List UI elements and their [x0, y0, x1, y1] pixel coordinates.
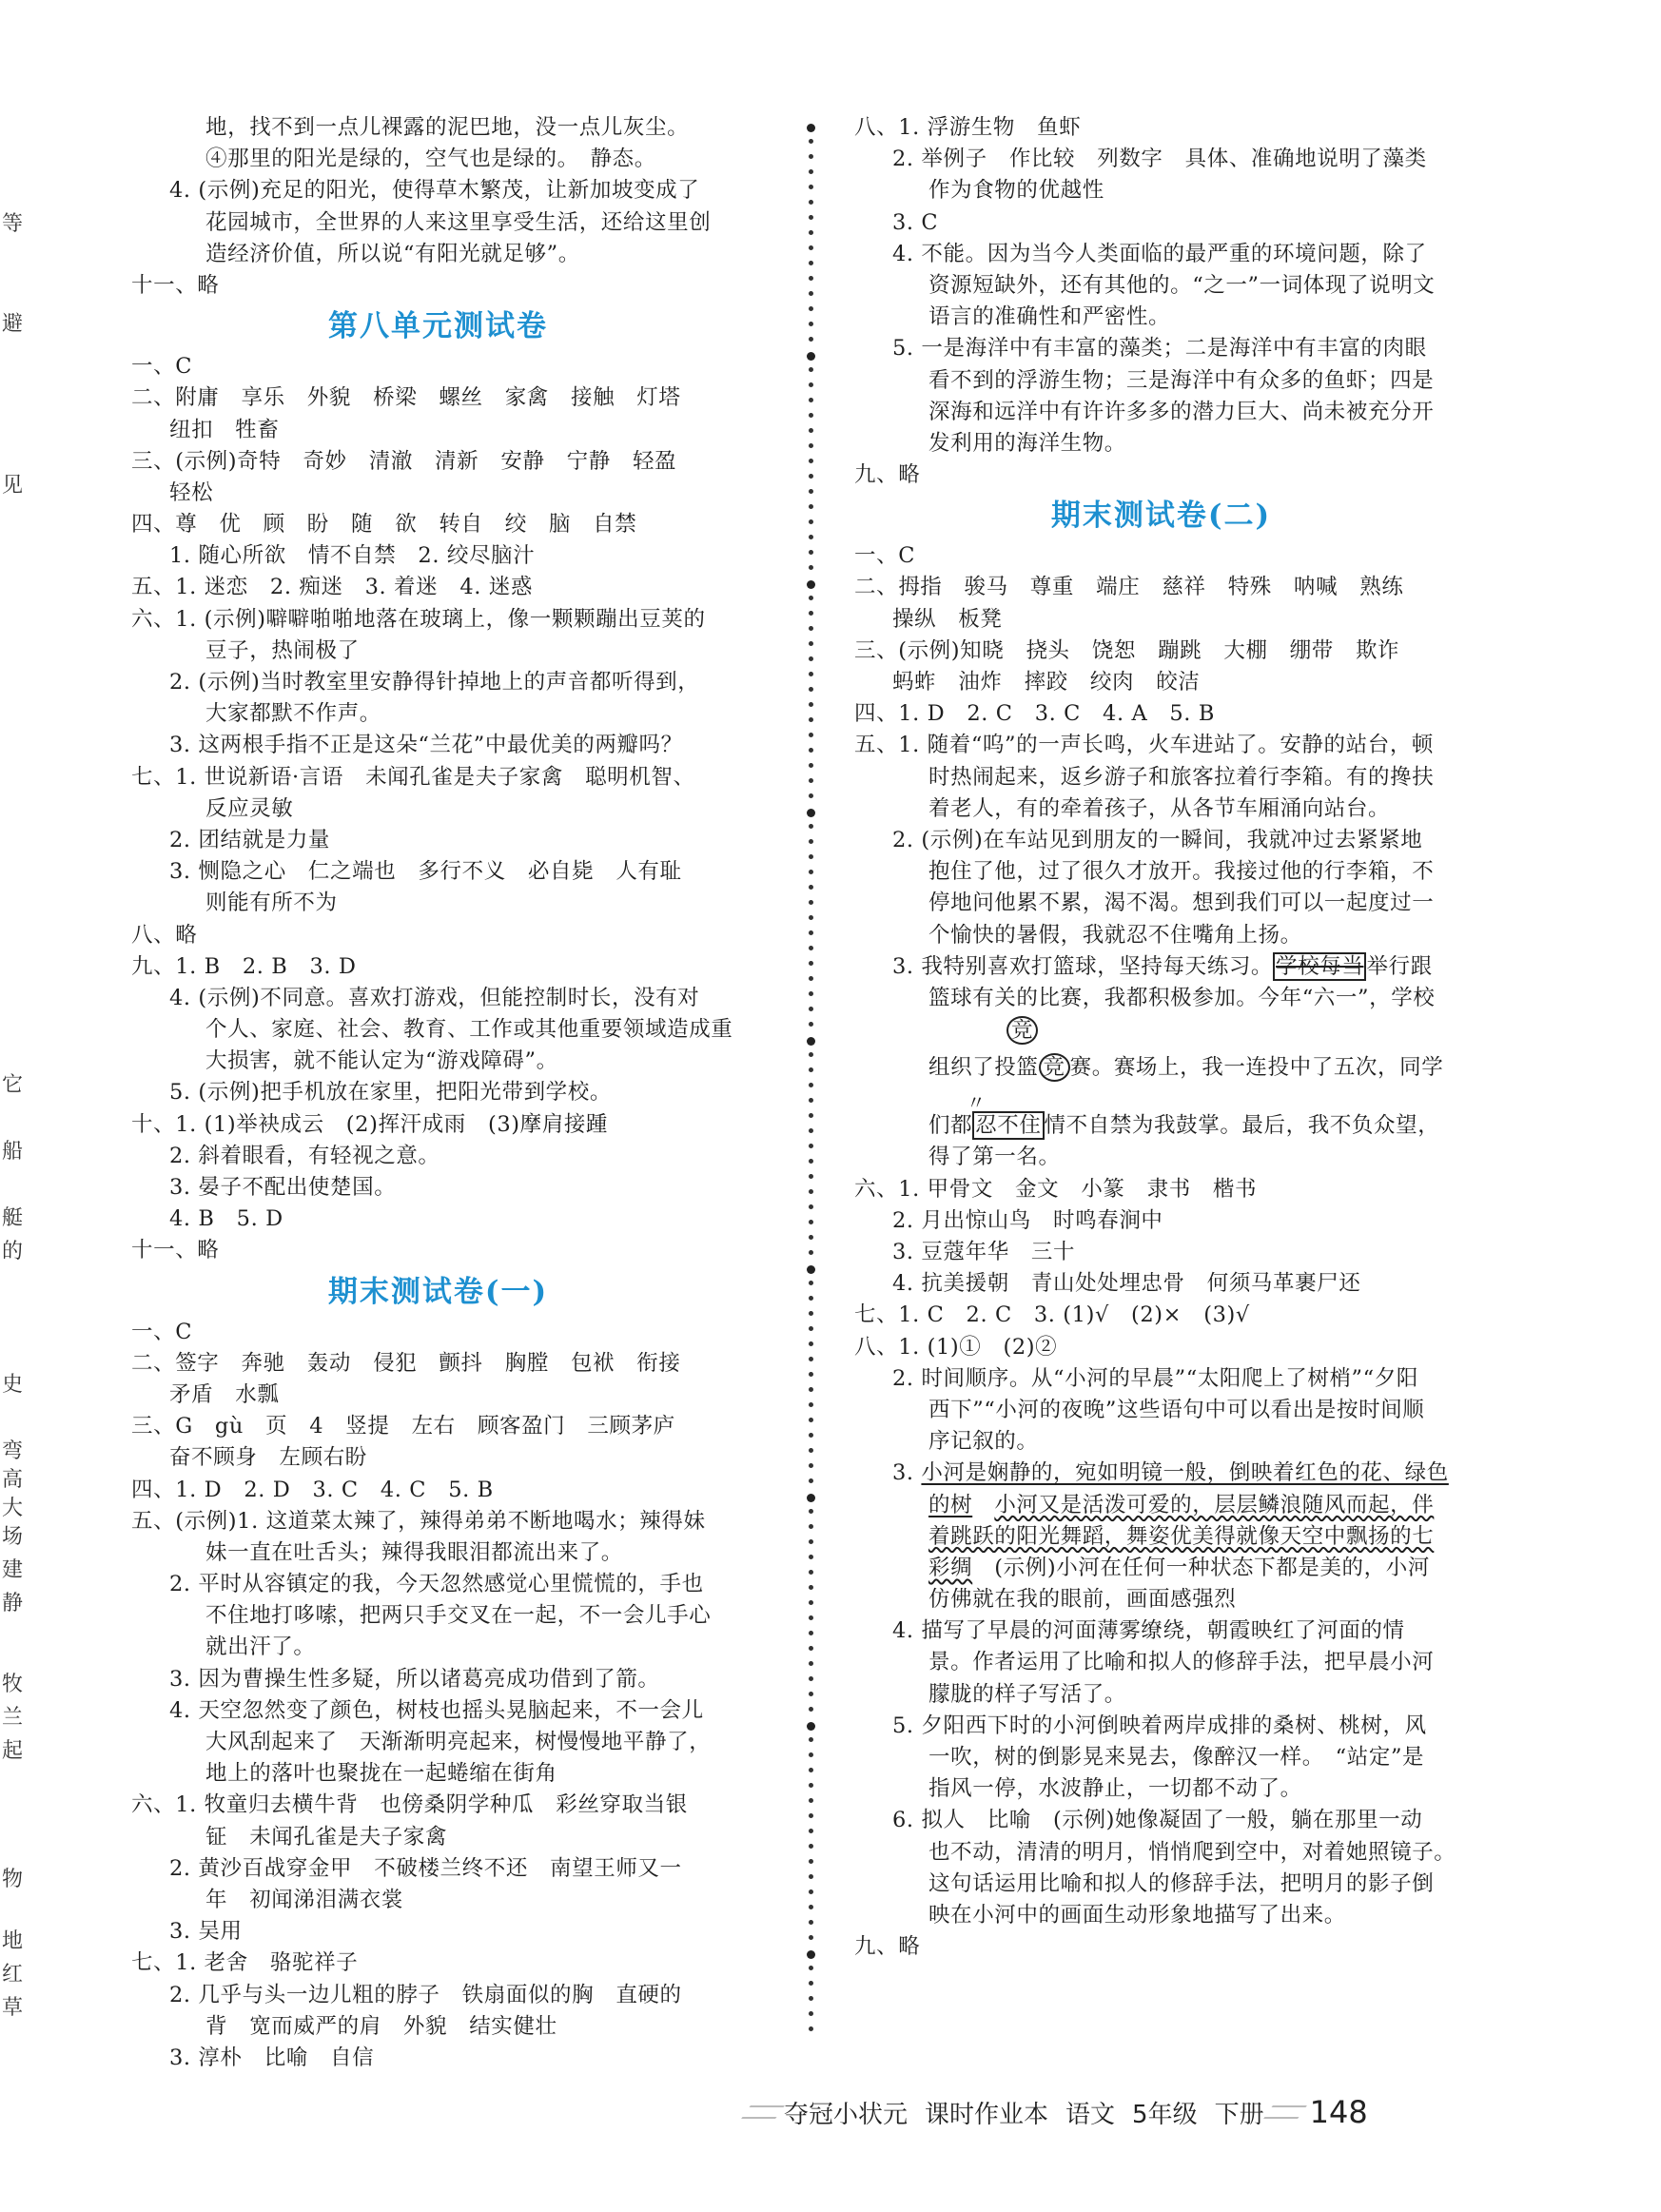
divider-dot [809, 1235, 813, 1240]
answer-line: 二、附庸 享乐 外貌 桥梁 螺丝 家禽 接触 灯塔 [131, 385, 681, 411]
divider-dot [807, 124, 815, 132]
answer-text: (示例)小河在任何一种状态下都是美的，小河 [972, 1555, 1430, 1580]
answer-line: 作为食物的优越性 [928, 178, 1104, 204]
divider-dot [809, 778, 813, 783]
answer-line: 4. 天空忽然变了颜色，树枝也摇头晃脑起来，不一会儿 [169, 1697, 704, 1723]
margin-fragment: 等 [2, 212, 24, 236]
divider-dot [809, 1889, 813, 1894]
divider-dot [809, 154, 813, 159]
divider-dot [809, 1600, 813, 1605]
divider-dot [809, 1707, 813, 1712]
answer-line-edited: 组织了投篮 竞 赛。赛场上，我一连投中了五次，同学 [928, 1055, 1444, 1081]
answer-line: 五、1. 随着“呜”的一声长鸣，火车进站了。安静的站台，顿 [854, 733, 1435, 758]
divider-dot [809, 1905, 813, 1909]
divider-dot [809, 839, 813, 844]
divider-dot [809, 2026, 813, 2031]
divider-dot [809, 322, 813, 326]
divider-dot [809, 306, 813, 311]
divider-dot [809, 1067, 813, 1072]
answer-line: 九、略 [854, 462, 921, 488]
wavy-underlined-text: 着跳跃的阳光舞蹈，舞姿优美得就像天空中飘扬的七 [928, 1523, 1435, 1549]
spacer-line [854, 1084, 1468, 1115]
gap [972, 1493, 994, 1517]
answer-line: 也不动，清清的明月，悄悄爬到空中，对着她照镜子。 [928, 1839, 1456, 1865]
caret-mark: 〃 [967, 1091, 986, 1115]
divider-dot [809, 1113, 813, 1118]
answer-line: 背 宽而威严的肩 外貌 结实健壮 [205, 2013, 557, 2039]
answer-line: 十一、略 [131, 1238, 220, 1263]
answer-line: 4. 描写了早晨的河面薄雾缭绕，朝霞映红了河面的情 [892, 1618, 1405, 1644]
divider-dot [809, 1646, 813, 1651]
answer-line: 5. 一是海洋中有丰富的藻类；二是海洋中有丰富的肉眼 [892, 336, 1427, 362]
answer-line: 3. 这两根手指不正是这朵“兰花”中最优美的两瓣吗？ [169, 733, 683, 758]
divider-dot [809, 1159, 813, 1164]
answer-line: 八、1. (1)① (2)② [854, 1334, 1058, 1360]
answer-line-underlined [854, 1458, 1468, 1489]
left-answer-column [131, 112, 745, 2074]
divider-dot [809, 1448, 813, 1453]
divider-dot [809, 565, 813, 570]
divider-dot [809, 1281, 813, 1285]
insertion-mark-line [854, 1014, 1468, 1052]
divider-dot [809, 1128, 813, 1133]
divider-dot [809, 215, 813, 220]
answer-line: 4. (示例)充足的阳光，使得草木繁茂，让新加坡变成了 [169, 178, 700, 204]
divider-dot [809, 1463, 813, 1468]
answer-line: 六、1. 牧童归去横牛背 也傍桑阴学种瓜 彩丝穿取当银 [131, 1792, 688, 1818]
divider-dot [809, 1372, 813, 1377]
divider-dot [809, 413, 813, 418]
divider-dot [809, 1585, 813, 1590]
answer-line: 就出汗了。 [205, 1635, 316, 1660]
answer-line: 造经济价值，所以说“有阳光就足够”。 [205, 241, 580, 266]
divider-dot [809, 1433, 813, 1438]
circled-char: 竞 [1039, 1053, 1070, 1082]
divider-dot [809, 535, 813, 539]
margin-fragment: 史 [2, 1373, 24, 1397]
answer-line: 四、1. D 2. D 3. C 4. C 5. B [131, 1477, 494, 1502]
answer-line: 2. 平时从容镇定的我，今天忽然感觉心里慌慌的，手也 [169, 1572, 704, 1597]
answer-line: 2. 时间顺序。从“小河的早晨”“太阳爬上了树梢”“夕阳 [892, 1365, 1418, 1391]
margin-fragment: 起 [2, 1739, 24, 1763]
section-title: 期末测试卷(一) [327, 1274, 549, 1309]
divider-dot [809, 474, 813, 479]
item-number: 3. [892, 1460, 922, 1486]
divider-dot [809, 1859, 813, 1864]
answer-line: 七、1. 世说新语·言语 未闻孔雀是夫子家禽 聪明机智、 [131, 764, 695, 790]
footer-grade: 5年级 [1132, 2100, 1198, 2129]
answer-line: 2. 团结就是力量 [169, 827, 331, 852]
answer-line: 3. 因为曹操生性多疑，所以诸葛亮成功借到了箭。 [169, 1666, 660, 1692]
answer-line: 一、C [854, 543, 916, 569]
divider-dot [807, 352, 815, 361]
right-answer-column [854, 112, 1468, 1963]
divider-dot [809, 428, 813, 433]
divider-dot [807, 580, 815, 589]
answer-line-edited: 3. 我特别喜欢打篮球，坚持每天练习。 学校每当 举行跟 [892, 953, 1433, 979]
divider-dot [809, 915, 813, 920]
margin-fragment: 它 [2, 1073, 24, 1097]
answer-line: 二、拇指 骏马 尊重 端庄 慈祥 特殊 呐喊 熟练 [854, 575, 1404, 600]
divider-dot [809, 1798, 813, 1803]
column-divider [807, 124, 814, 2036]
answer-line: 操纵 板凳 [892, 606, 1003, 632]
divider-dot [809, 367, 813, 372]
divider-dot [807, 1722, 815, 1731]
divider-dot [809, 763, 813, 768]
answer-line-underlined [854, 1521, 1468, 1553]
answer-line: 豆子，热闹极了 [205, 637, 360, 663]
divider-dot [807, 809, 815, 817]
answer-line: 钲 未闻孔雀是夫子家禽 [205, 1824, 448, 1850]
answer-line: 地上的落叶也聚拢在一起蜷缩在街角 [205, 1761, 557, 1787]
divider-dot [809, 793, 813, 798]
left-margin-fragments [0, 0, 38, 2212]
divider-dot [809, 885, 813, 890]
answer-line: 指风一停，水波静止，一切都不动了。 [928, 1776, 1302, 1802]
answer-line: 2. 斜着眼看，有轻视之意。 [169, 1143, 440, 1168]
divider-dot [809, 1768, 813, 1772]
divider-dot [809, 489, 813, 494]
divider-dot [809, 1357, 813, 1361]
divider-dot [809, 1296, 813, 1301]
footer-brand: 夺冠小状元 [784, 2100, 909, 2129]
divider-dot [809, 870, 813, 874]
divider-dot [809, 1661, 813, 1666]
divider-dot [809, 443, 813, 448]
answer-line-edited: 们都 忍不住 情不自禁为我鼓掌。最后，我不负众望， [928, 1113, 1440, 1139]
divider-dot [809, 1829, 813, 1833]
divider-dot [809, 1539, 813, 1544]
answer-line: 篮球有关的比赛，我都积极参加。今年“六一”，学校 [928, 985, 1436, 1010]
margin-fragment: 高 [2, 1468, 24, 1492]
divider-dot [807, 1265, 815, 1274]
divider-dot [809, 1615, 813, 1620]
answer-line: 反应灵敏 [205, 795, 294, 821]
answer-line: 妹一直在吐舌头；辣得我眼泪都流出来了。 [205, 1539, 623, 1565]
answer-line: 一吹，树的倒影晃来晃去，像醉汉一样。 “站定”是 [928, 1745, 1425, 1770]
divider-dot [809, 382, 813, 387]
divider-dot [809, 169, 813, 174]
answer-line: 朦胧的样子写活了。 [928, 1681, 1126, 1707]
answer-line: 2. 月出惊山鸟 时鸣春涧中 [892, 1207, 1163, 1233]
section-title: 期末测试卷(二) [1050, 499, 1272, 534]
answer-line: 三、G gù 页 4 竖提 左右 顾客盈门 三顾茅庐 [131, 1414, 675, 1439]
answer-line: 轻松 [169, 480, 214, 505]
answer-line: 三、(示例)知晓 挠头 饶恕 蹦跳 大棚 绷带 欺诈 [854, 637, 1400, 663]
answer-line: 3. 晏子不配出使楚国。 [169, 1175, 397, 1200]
divider-dot [809, 1387, 813, 1392]
answer-line: 一、C [131, 1319, 193, 1344]
boxed-text: 忍不住 [972, 1111, 1044, 1140]
answer-line: 花园城市，全世界的人来这里享受生活，还给这里创 [205, 209, 712, 235]
margin-fragment: 牧 [2, 1673, 24, 1696]
underlined-text: 小河是娴静的，宛如明镜一般，倒映着红色的花、绿色 [921, 1460, 1449, 1486]
answer-line: 4. (示例)不同意。喜欢打游戏，但能控制时长，没有对 [169, 985, 700, 1010]
answer-line: 四、尊 优 顾 盼 随 欲 转自 绞 脑 自禁 [131, 512, 637, 538]
answer-line: 景。作者运用了比喻和拟人的修辞手法，把早晨小河 [928, 1650, 1435, 1675]
answer-line: 九、略 [854, 1934, 921, 1960]
divider-dot [809, 1174, 813, 1179]
divider-dot [809, 2011, 813, 2016]
answer-line: 5. (示例)把手机放在家里，把阳光带到学校。 [169, 1080, 612, 1106]
footer-arrow-left [741, 2105, 785, 2119]
divider-dot [809, 656, 813, 661]
divider-dot [809, 976, 813, 981]
margin-fragment: 兰 [2, 1706, 24, 1730]
answer-line: 3. 豆蔻年华 三十 [892, 1240, 1076, 1264]
divider-dot [809, 1874, 813, 1879]
answer-line: 3. 恻隐之心 仁之端也 多行不义 必自毙 人有耻 [169, 859, 682, 885]
divider-dot [809, 946, 813, 950]
divider-dot [809, 930, 813, 935]
answer-line: 得了第一名。 [928, 1145, 1061, 1170]
answer-line: 2. 几乎与头一边儿粗的脖子 铁扇面似的胸 直硬的 [169, 1982, 682, 2007]
margin-fragment: 弯 [2, 1439, 24, 1463]
footer-arrow-right [1263, 2105, 1307, 2119]
answer-line: 纽扣 牲畜 [169, 417, 280, 442]
answer-line: 大损害，就不能认定为“游戏障碍”。 [205, 1048, 558, 1074]
margin-fragment: 草 [2, 1996, 24, 2020]
margin-fragment: 见 [2, 474, 24, 498]
answer-line: 蚂蚱 油炸 摔跤 绞肉 皎洁 [892, 670, 1201, 695]
answer-line-underlined [854, 1490, 1468, 1521]
divider-dot [809, 1341, 813, 1346]
answer-line: 个人、家庭、社会、教育、工作或其他重要领域造成重 [205, 1017, 733, 1043]
answer-line: 则能有所不为 [205, 891, 338, 916]
divider-dot [809, 1844, 813, 1849]
divider-dot [809, 641, 813, 646]
divider-dot [809, 1783, 813, 1788]
divider-dot [807, 1950, 815, 1959]
divider-dot [809, 702, 813, 707]
divider-dot [809, 1189, 813, 1194]
divider-dot [809, 1570, 813, 1575]
answer-line: 深海和远洋中有许许多多的潜力巨大、尚未被充分开 [928, 399, 1435, 424]
margin-fragment: 的 [2, 1240, 24, 1263]
footer-series: 课时作业本 [925, 2100, 1049, 2129]
divider-dot [809, 459, 813, 463]
divider-dot [807, 1037, 815, 1046]
divider-dot [809, 276, 813, 281]
answer-line: 西下”“小河的夜晚”这些语句中可以看出是按时间顺 [928, 1397, 1425, 1422]
divider-dot [809, 626, 813, 631]
divider-dot [809, 1098, 813, 1103]
divider-dot [809, 1007, 813, 1011]
underlined-text: 的树 [928, 1492, 973, 1517]
answer-line: 这句话运用比喻和拟人的修辞手法，把明月的影子倒 [928, 1870, 1435, 1896]
answer-line: 2. 黄沙百战穿金甲 不破楼兰终不还 南望王师又一 [169, 1855, 682, 1881]
divider-dot [809, 1022, 813, 1027]
answer-line: 八、1. 浮游生物 鱼虾 [854, 115, 1082, 140]
answer-line-underlined [854, 1553, 1468, 1584]
answer-line: 4. 不能。因为当今人类面临的最严重的环境问题，除了 [892, 241, 1427, 266]
answer-line: 年 初闻涕泪满衣裳 [205, 1887, 403, 1912]
answer-line: 一、C [131, 354, 193, 380]
answer-line: 4. B 5. D [169, 1206, 283, 1232]
answer-line: 着老人，有的牵着孩子，从各节车厢涌向站台。 [928, 795, 1391, 821]
answer-line: 五、(示例)1. 这道菜太辣了，辣得弟弟不断地喝水；辣得妹 [131, 1508, 706, 1534]
divider-dot [809, 1752, 813, 1757]
answer-line: 1. 随心所欲 情不自禁 2. 绞尽脑汁 [169, 543, 536, 569]
answer-line: 看不到的浮游生物；三是海洋中有众多的鱼虾；四是 [928, 367, 1435, 393]
page-number: 148 [1309, 2094, 1368, 2130]
page-footer [742, 2089, 1522, 2135]
divider-dot [809, 519, 813, 524]
answer-line: 发利用的海洋生物。 [928, 430, 1126, 456]
answer-line: 2. (示例)当时教室里安静得针掉地上的声音都听得到， [169, 670, 700, 695]
answer-line: 5. 夕阳西下时的小河倒映着两岸成排的桑树、桃树，风 [892, 1713, 1427, 1738]
struck-text: 学校每当 [1273, 952, 1366, 981]
answer-line: 个愉快的暑假，我就忍不住嘴角上扬。 [928, 922, 1302, 948]
divider-dot [809, 1676, 813, 1681]
divider-dot [809, 1250, 813, 1255]
divider-dot [809, 1052, 813, 1057]
divider-dot [809, 1509, 813, 1514]
divider-dot [809, 245, 813, 250]
divider-dot [809, 291, 813, 296]
answer-line: 不住地打哆嗦，把两只手交叉在一起，不一会儿手心 [205, 1603, 712, 1629]
divider-dot [809, 261, 813, 265]
answer-line: 大风刮起来了 天渐渐明亮起来，树慢慢地平静了， [205, 1730, 712, 1754]
divider-dot [809, 717, 813, 722]
divider-dot [809, 337, 813, 342]
answer-line: 地，找不到一点儿裸露的泥巴地，没一点儿灰尘。 [205, 115, 690, 140]
divider-dot [809, 230, 813, 235]
divider-dot [809, 504, 813, 509]
divider-dot [809, 1631, 813, 1635]
divider-dot [809, 1326, 813, 1331]
answer-line: 2. (示例)在车站见到朋友的一瞬间，我就冲过去紧紧地 [892, 827, 1423, 852]
divider-dot [809, 1920, 813, 1925]
divider-dot [809, 687, 813, 692]
answer-line: 3. C [892, 209, 939, 235]
answer-line: 大家都默不作声。 [205, 701, 381, 727]
margin-fragment: 红 [2, 1963, 24, 1987]
divider-dot [807, 1494, 815, 1502]
divider-dot [809, 854, 813, 859]
inserted-char: 竞 [1006, 1016, 1038, 1045]
divider-dot [809, 900, 813, 905]
footer-volume: 下册 [1214, 2100, 1264, 2129]
margin-fragment: 静 [2, 1592, 24, 1615]
divider-dot [809, 1083, 813, 1087]
wavy-underlined-text: 彩绸 [928, 1555, 973, 1580]
answer-line: 序记叙的。 [928, 1429, 1039, 1455]
answer-line: 2. 举例子 作比较 列数字 具体、准确地说明了藻类 [892, 147, 1427, 172]
answer-line: 五、1. 迷恋 2. 痴迷 3. 着迷 4. 迷惑 [131, 575, 533, 600]
answer-line: 奋不顾身 左顾右盼 [169, 1445, 367, 1471]
divider-dot [809, 1311, 813, 1316]
margin-fragment: 艇 [2, 1206, 24, 1230]
divider-dot [809, 1981, 813, 1986]
answer-line: 3. 淳朴 比喻 自信 [169, 2045, 375, 2070]
answer-line: 映在小河中的画面生动形象地描写了出来。 [928, 1902, 1346, 1928]
answer-line: 十一、略 [131, 272, 220, 298]
divider-dot [809, 1935, 813, 1940]
divider-dot [809, 991, 813, 996]
divider-dot [809, 1813, 813, 1818]
answer-line: 七、1. 老舍 骆驼祥子 [131, 1950, 359, 1976]
divider-dot [809, 1418, 813, 1422]
answer-line: 抱住了他，过了很久才放开。我接过他的行李箱，不 [928, 859, 1435, 885]
answer-line: 语言的准确性和严密性。 [928, 304, 1171, 330]
answer-line: 十、1. (1)举袂成云 (2)挥汗成雨 (3)摩肩接踵 [131, 1111, 609, 1137]
divider-dot [809, 824, 813, 829]
answer-line: 四、1. D 2. C 3. C 4. A 5. B [854, 701, 1215, 727]
answer-line: ④那里的阳光是绿的，空气也是绿的。 静态。 [205, 147, 656, 172]
divider-dot [809, 1524, 813, 1529]
footer-subject: 语文 [1065, 2100, 1116, 2129]
divider-dot [809, 672, 813, 676]
wavy-underlined-text: 小河又是活泼可爱的，层层鳞浪随风而起，伴 [994, 1492, 1435, 1517]
answer-line: 三、(示例)奇特 奇妙 清澈 清新 安静 宁静 轻盈 [131, 448, 677, 474]
margin-fragment: 大 [2, 1497, 24, 1520]
divider-dot [809, 1402, 813, 1407]
divider-dot [809, 1555, 813, 1559]
answer-line: 6. 拟人 比喻 (示例)她像凝固了一般，躺在那里一动 [892, 1808, 1423, 1833]
divider-dot [809, 733, 813, 737]
divider-dot [809, 611, 813, 616]
answer-line: 时热闹起来，返乡游子和旅客拉着行李箱。有的搀扶 [928, 764, 1435, 790]
divider-dot [809, 1204, 813, 1209]
divider-dot [809, 748, 813, 753]
answer-line: 4. 抗美援朝 青山处处埋忠骨 何须马革裹尸还 [892, 1271, 1361, 1297]
margin-fragment: 建 [2, 1558, 24, 1582]
answer-line: 停地问他累不累，渴不渴。想到我们可以一起度过一 [928, 891, 1435, 916]
answer-line: 六、1. (示例)噼噼啪啪地落在玻璃上，像一颗颗蹦出豆荚的 [131, 606, 706, 632]
answer-line: 二、签字 奔驰 轰动 侵犯 颤抖 胸膛 包袱 衔接 [131, 1350, 681, 1376]
margin-fragment: 地 [2, 1929, 24, 1953]
answer-line: 矛盾 水瓢 [169, 1381, 280, 1407]
divider-dot [809, 1144, 813, 1148]
margin-fragment: 避 [2, 312, 24, 336]
divider-dot [809, 1478, 813, 1483]
divider-dot [809, 1220, 813, 1224]
answer-line: 八、略 [131, 922, 198, 948]
answer-line: 六、1. 甲骨文 金文 小篆 隶书 楷书 [854, 1176, 1258, 1202]
answer-line: 九、1. B 2. B 3. D [131, 953, 357, 979]
margin-fragment: 物 [2, 1868, 24, 1891]
divider-dot [809, 139, 813, 144]
divider-dot [809, 185, 813, 189]
divider-dot [809, 398, 813, 402]
divider-dot [809, 1737, 813, 1742]
answer-line: 七、1. C 2. C 3. (1)√ (2)× (3)√ [854, 1302, 1250, 1328]
divider-dot [809, 1966, 813, 1970]
divider-dot [809, 1692, 813, 1696]
divider-dot [809, 550, 813, 555]
margin-fragment: 船 [2, 1140, 24, 1164]
answer-line: 仿佛就在我的眼前，画面感强烈 [928, 1587, 1237, 1613]
section-title: 第八单元测试卷 [328, 309, 548, 344]
margin-fragment: 场 [2, 1525, 24, 1549]
divider-dot [809, 1996, 813, 2001]
divider-dot [809, 200, 813, 205]
answer-line: 资源短缺外，还有其他的。“之一”一词体现了说明文 [928, 272, 1436, 298]
divider-dot [809, 596, 813, 600]
answer-line: 3. 吴用 [169, 1919, 243, 1945]
divider-dot [809, 961, 813, 966]
